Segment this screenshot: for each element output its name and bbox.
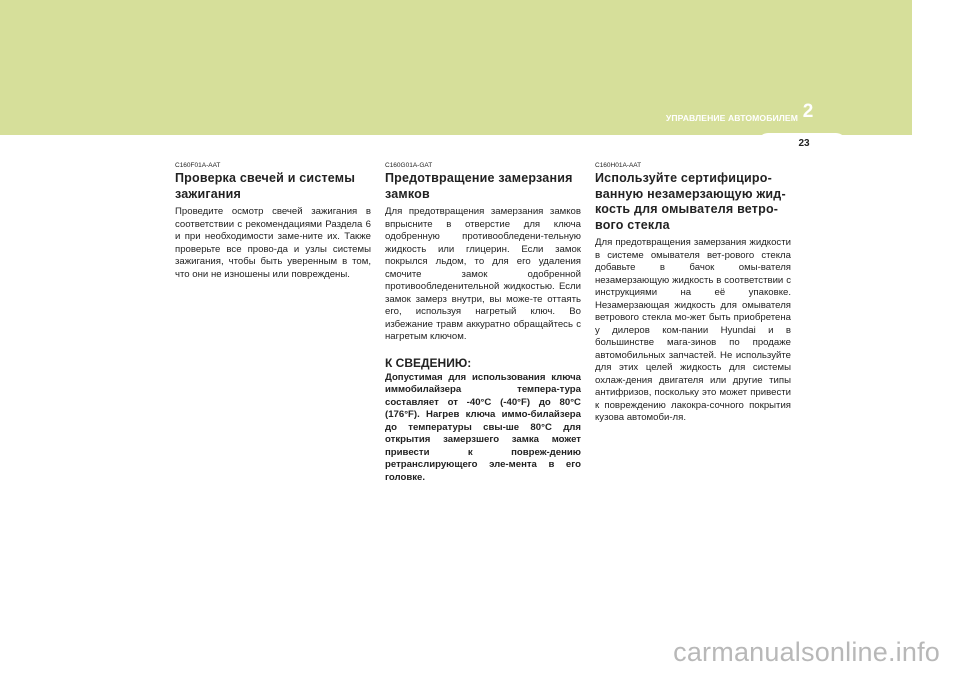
caution-text: Допустимая для использования ключа иммобилайзера темпера-тура составляет от -40°C (-40°F) до 80°C (176°F). Нагрев ключа иммо-билайзера до температуры свы-ше 80°C для открытия замерзшего замка может привести к повреж-дению ретранслирующего эле-мента в его головке. [385,371,581,483]
section-frozen-locks [385,162,581,484]
section-heading: Предотвращение замерзания замков [385,171,573,201]
page-number: 23 [798,138,810,149]
header-right-strip [912,0,960,135]
section-code: C160G01A-GAT [385,162,433,169]
section-code: C160F01A-AAT [175,162,221,169]
watermark: carmanualsonline.info [673,637,940,667]
caution-title: К СВЕДЕНИЮ: [385,355,472,370]
section-washer-fluid [595,162,791,425]
section-body: Для предотвращения замерзания замков впрысните в отверстие для ключа одобренную противообледени-тельную жидкость или глицерин. Если замок покрылся льдом, то для его удаления смочите замок одобренной противообледенительной жидкостью. Если замок замерз внутри, вы може-те оттаять его, используя нагретый ключ. Во избежание травм аккуратно обращайтесь с нагретым ключом. [385,206,581,342]
section-body: Проведите осмотр свечей зажигания в соответствии с рекомендациями Раздела 6 и при необходимости заме-ните их. Также проверьте все прово-да и узлы системы зажигания, чтобы быть уверенным в том, что они не изношены или повреждены. [175,206,371,280]
chapter-title: УПРАВЛЕНИЕ АВТОМОБИЛЕМ [665,113,798,123]
section-spark-plugs [175,162,371,281]
section-code: C160H01A-AAT [595,162,642,169]
section-heading: Используйте сертифициро-ванную незамерзающую жид-кость для омывателя ветро-вого стекла [595,171,786,232]
section-body: Для предотвращения замерзания жидкости в системе омывателя вет-рового стекла добавьте в бачок омы-вателя незамерзающую жидкость в соответствии с инструкциями на её упаковке. Незамерзающая жидкость для омывателя ветрового стекла мо-жет быть приобретена у дилеров ком-пании Hyundai и в большинстве мага-зинов по продаже автомобильных запчастей. Не используйте для этих целей жидкость для системы охлаж-дения двигателя или другие типы антифризов, поскольку это может привести к повреждению лакокра-сочного покрытия кузова автомоби-ля. [595,237,791,423]
section-heading: Проверка свечей и системы зажигания [175,171,356,201]
chapter-number: 2 [802,101,814,122]
